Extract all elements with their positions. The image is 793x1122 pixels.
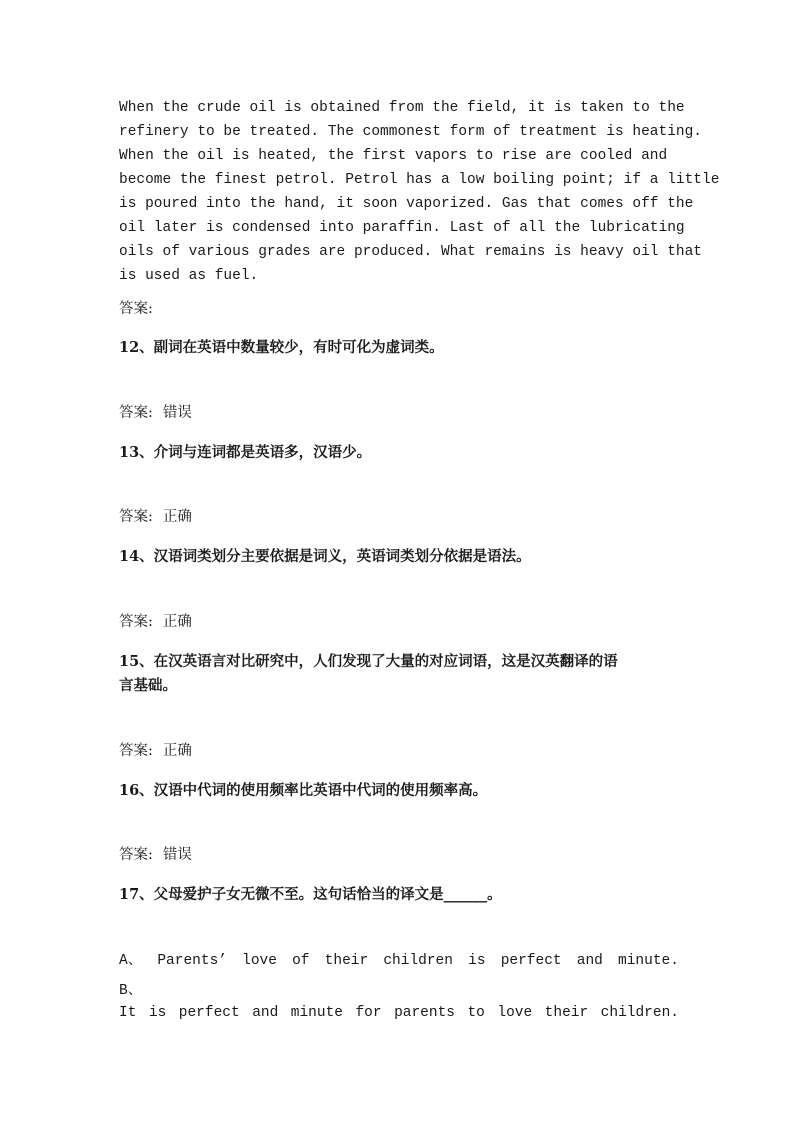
option-word: is [468,953,486,969]
answer-line [119,740,192,762]
question-14: 14、汉语词类划分主要依据是词义，英语词类划分依据是语法。 [119,548,531,565]
option-word: parents [394,1005,455,1021]
option-b [119,1001,679,1025]
option-word: Parents’ [157,953,227,969]
answer-line [119,402,192,424]
answer-line [119,506,192,528]
option-a [119,949,679,973]
option-word: of [292,953,310,969]
passage-line: oils of various grades are produced. What remains is heavy oil that [119,244,702,260]
answer-label: 答案: [119,847,153,863]
option-b-label: B、 [119,983,143,999]
passage [119,96,719,288]
answer-value: 正确 [162,743,192,759]
answer-value: 错误 [162,847,192,863]
question-17: 17、父母爱护子女无微不至。这句话恰当的译文是______。 [119,886,502,903]
option-word: and [252,1005,279,1021]
question-line: 15、在汉英语言对比研究中，人们发现了大量的对应词语，这是汉英翻译的语 [119,653,618,670]
option-word: and [576,953,603,969]
option-word: children [383,953,453,969]
passage-line: refinery to be treated. The commonest form of treatment is heating. [119,124,702,140]
option-word: love [242,953,277,969]
passage-line: is used as fuel. [119,268,259,284]
question-12: 12、副词在英语中数量较少，有时可化为虚词类。 [119,339,444,356]
answer-line [119,844,192,866]
option-word: to [467,1005,485,1021]
answer-label: 答案: [119,743,153,759]
question-16: 16、汉语中代词的使用频率比英语中代词的使用频率高。 [119,782,488,799]
passage-line: When the crude oil is obtained from the field, it is taken to the [119,100,685,116]
passage-line: When the oil is heated, the first vapors to rise are cooled and [119,148,668,164]
answer-value: 正确 [162,509,192,525]
option-word: minute [290,1005,343,1021]
option-word: It [119,1005,137,1021]
option-word: for [355,1005,382,1021]
question-13: 13、介词与连词都是英语多，汉语少。 [119,444,372,461]
answer-line [119,298,153,320]
question-15 [119,650,618,698]
answer-value: 正确 [162,614,192,630]
option-word: is [148,1005,167,1021]
answer-label: 答案: [119,301,153,317]
option-word: minute. [618,953,679,969]
option-word: their [544,1005,589,1021]
option-word: perfect [500,953,562,969]
answer-label: 答案: [119,614,153,630]
answer-value: 错误 [162,405,192,421]
option-label: A、 [119,953,143,969]
passage-line: is poured into the hand, it soon vaporized. Gas that comes off the [119,196,694,212]
option-word: perfect [178,1005,240,1021]
option-word: children. [600,1005,679,1021]
option-word: love [497,1005,533,1021]
passage-line: oil later is condensed into paraffin. Last of all the lubricating [119,220,685,236]
option-word: their [324,953,369,969]
question-line: 言基础。 [119,677,177,694]
passage-line: become the finest petrol. Petrol has a low boiling point; if a little [119,172,720,188]
answer-label: 答案: [119,405,153,421]
answer-label: 答案: [119,509,153,525]
answer-line [119,611,192,633]
